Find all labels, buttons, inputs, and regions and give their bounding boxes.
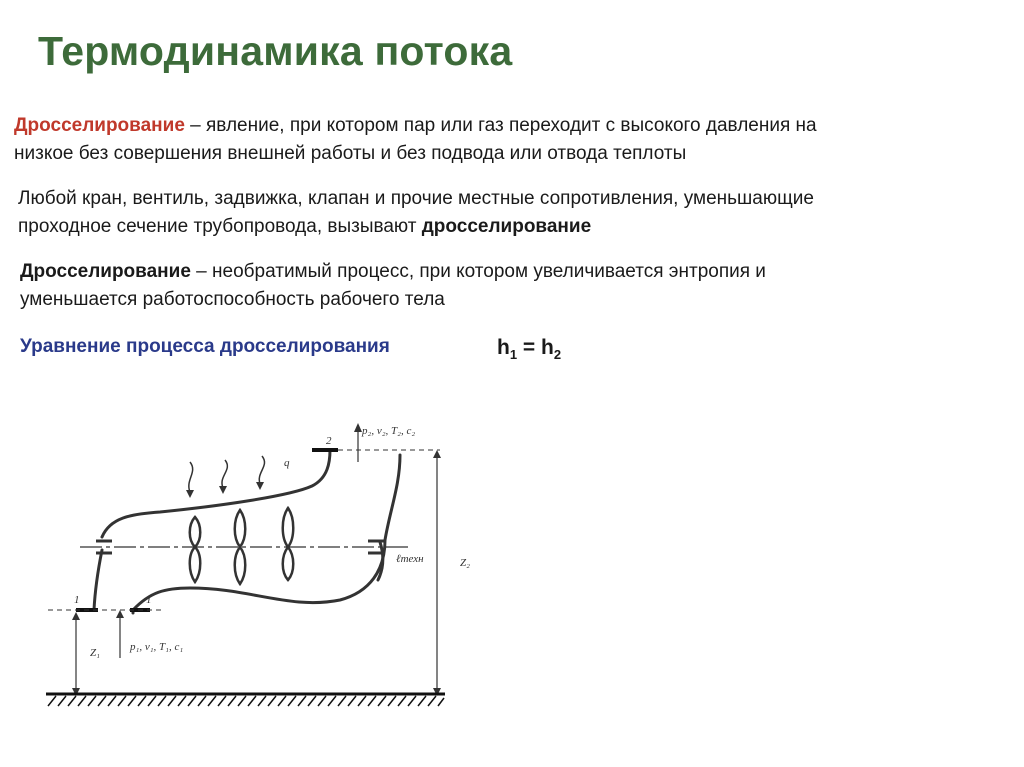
ground-hatch (48, 696, 444, 706)
outlet-wall (378, 542, 383, 580)
examples-text-line2: проходное сечение трубопровода, вызывают (18, 216, 422, 237)
examples-bold-term: дросселирование (421, 216, 592, 237)
examples-paragraph (18, 185, 1008, 241)
irreversibility-text-line1: – необратимый процесс, при котором увеличивается энтропия и (190, 261, 766, 282)
irreversibility-term: Дросселирование (20, 261, 191, 282)
heat-arrow-head-1 (186, 490, 194, 498)
equation-label: Уравнение процесса дросселирования (20, 336, 390, 357)
pipe-upper-contour (102, 450, 330, 537)
definition-term: Дросселирование (14, 115, 185, 136)
z2-label: Z₂ (460, 557, 470, 569)
state1-params-label: p₁, v₁, T₁, c₁ (130, 641, 184, 653)
state2-arrow-head (354, 423, 362, 432)
page-title: Термодинамика потока (38, 28, 513, 74)
irreversibility-text-line2: уменьшается работоспособность рабочего тела (20, 289, 445, 310)
heat-q-label: q (284, 457, 290, 469)
state1-arrow-head (116, 610, 124, 618)
z1-arrow-top (72, 612, 80, 620)
state1-number-label-b: 1 (146, 594, 152, 606)
heat-arrow-1 (189, 462, 193, 492)
examples-text-line1: Любой кран, вентиль, задвижка, клапан и прочие местные сопротивления, уменьшающие (18, 188, 814, 209)
work-label: ℓтехн (396, 553, 424, 565)
throttling-diagram (40, 410, 500, 720)
heat-arrow-2 (222, 460, 227, 488)
irreversibility-paragraph (20, 258, 1010, 314)
inlet-wall-left (94, 550, 102, 610)
z1-label: Z₁ (90, 647, 100, 659)
state1-number-label-a: 1 (74, 594, 80, 606)
z2-arrow-top (433, 450, 441, 458)
impeller-blade-1 (190, 517, 201, 582)
heat-arrow-head-3 (256, 482, 264, 490)
heat-arrow-3 (259, 456, 264, 484)
definition-paragraph (14, 112, 1004, 168)
heat-arrow-head-2 (219, 486, 227, 494)
definition-text-line1: – явление, при котором пар или газ переходит с высокого давления на (184, 115, 817, 136)
equation-formula: $h_1 = h_2$ (497, 336, 562, 363)
state2-number-label: 2 (326, 435, 332, 447)
state2-params-label: p₂, v₂, T₂, c₂ (362, 425, 416, 437)
impeller-blade-3 (283, 508, 294, 580)
pipe-lower-contour (133, 455, 400, 610)
definition-text-line2: низкое без совершения внешней работы и без подвода или отвода теплоты (14, 143, 687, 164)
